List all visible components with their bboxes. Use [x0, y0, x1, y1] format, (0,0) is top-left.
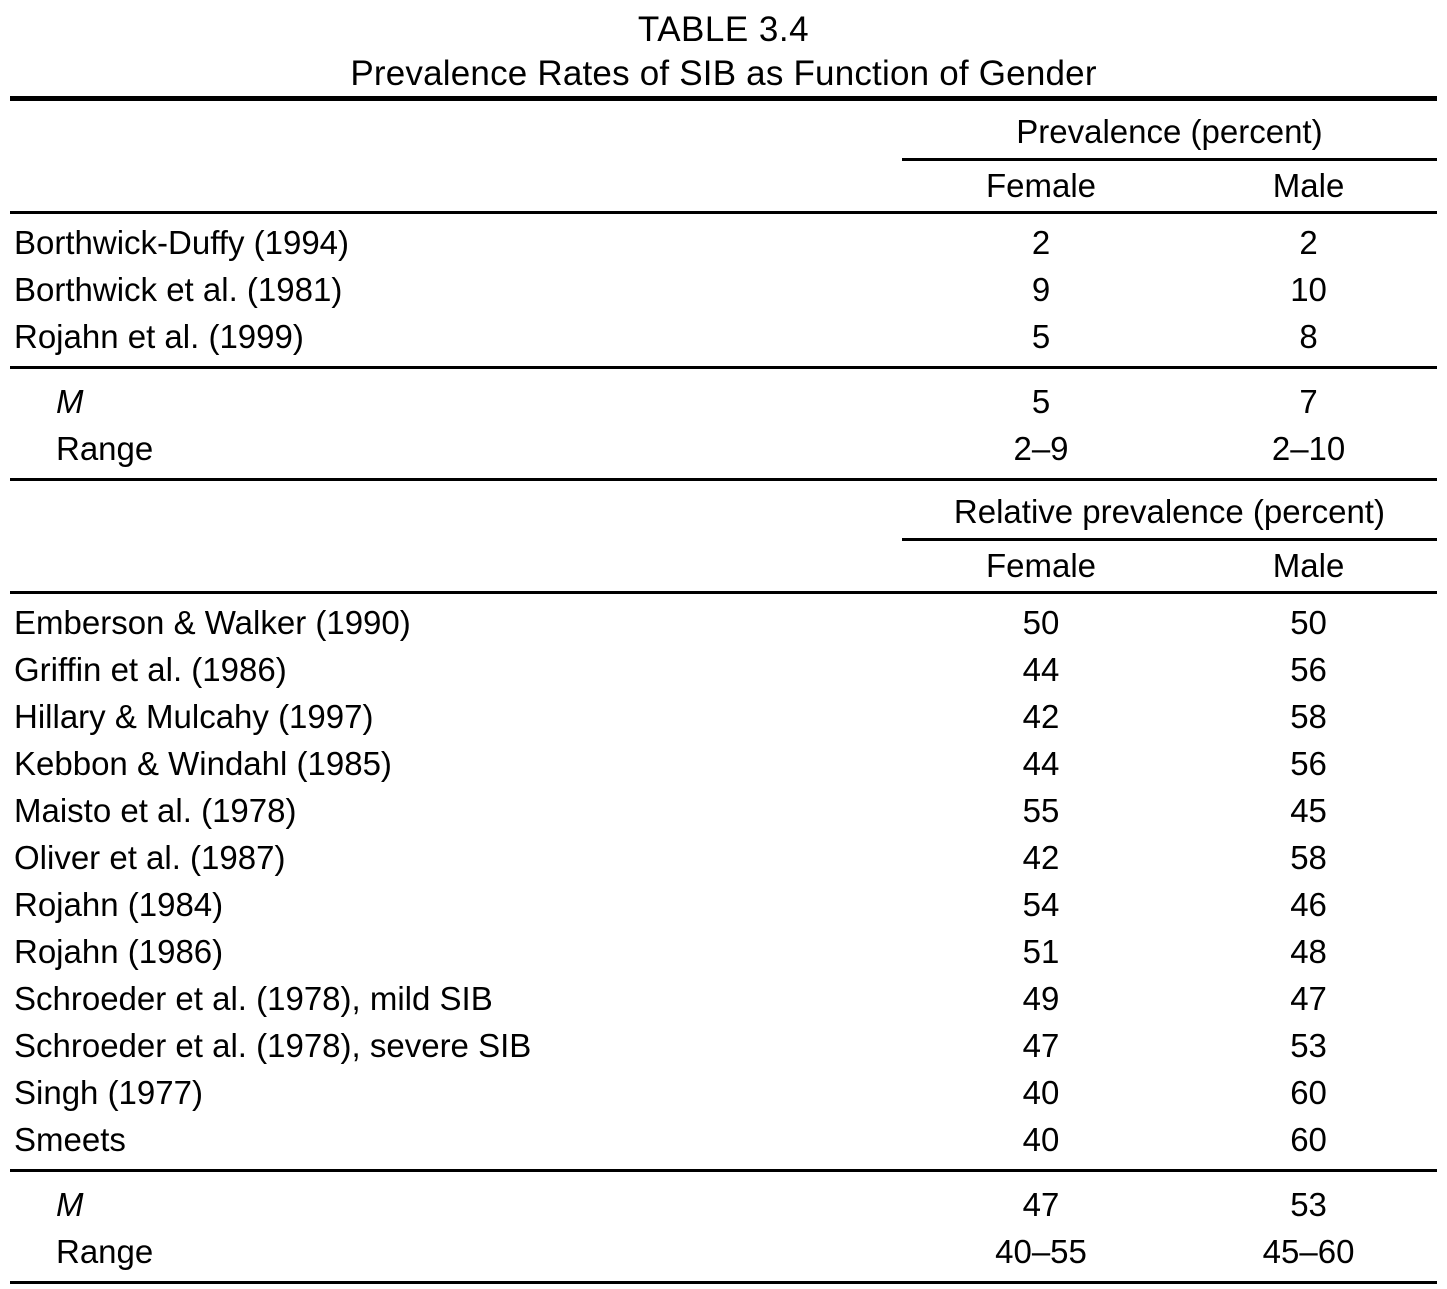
- section1-col-male: Male: [1180, 160, 1437, 213]
- row-label: Emberson & Walker (1990): [10, 599, 902, 646]
- row-female-value: 55: [902, 787, 1180, 834]
- section2-subheader-row: [10, 540, 1437, 593]
- row-female-value: 42: [902, 834, 1180, 881]
- summary-male-value: 2–10: [1180, 425, 1437, 480]
- table-row: [10, 1116, 1437, 1171]
- empty-cell: [10, 106, 902, 160]
- summary-label-range: Range: [10, 425, 902, 480]
- row-male-value: 47: [1180, 975, 1437, 1022]
- row-female-value: 51: [902, 928, 1180, 975]
- empty-cell: [10, 160, 902, 213]
- rule-cell: [10, 99, 902, 107]
- section1-group-header-row: [10, 106, 1437, 160]
- table-row: [10, 740, 1437, 787]
- rule-cell: [1180, 1171, 1437, 1182]
- summary-female-value: 2–9: [902, 425, 1180, 480]
- table-row: [10, 834, 1437, 881]
- rule-cell: [902, 1171, 1180, 1182]
- row-female-value: 2: [902, 219, 1180, 266]
- section1-stats-rule: [10, 368, 1437, 379]
- row-label: Kebbon & Windahl (1985): [10, 740, 902, 787]
- rule-cell: [10, 1283, 902, 1289]
- row-label: Borthwick et al. (1981): [10, 266, 902, 313]
- table-row: [10, 313, 1437, 368]
- row-label: Schroeder et al. (1978), mild SIB: [10, 975, 902, 1022]
- row-female-value: 42: [902, 693, 1180, 740]
- rule-cell: [1180, 99, 1437, 107]
- row-male-value: 53: [1180, 1022, 1437, 1069]
- row-male-value: 45: [1180, 787, 1437, 834]
- row-label: Oliver et al. (1987): [10, 834, 902, 881]
- table-number: TABLE 3.4: [10, 8, 1437, 52]
- summary-row: [10, 425, 1437, 480]
- row-male-value: 2: [1180, 219, 1437, 266]
- summary-male-value: 7: [1180, 378, 1437, 425]
- summary-label-mean: M: [10, 1181, 902, 1228]
- row-female-value: 47: [902, 1022, 1180, 1069]
- row-male-value: 8: [1180, 313, 1437, 368]
- row-male-value: 58: [1180, 693, 1437, 740]
- table-caption: Prevalence Rates of SIB as Function of Gender: [10, 52, 1437, 96]
- rule-cell: [902, 99, 1180, 107]
- table-row: [10, 881, 1437, 928]
- row-male-value: 46: [1180, 881, 1437, 928]
- summary-label-range: Range: [10, 1228, 902, 1283]
- table-row: [10, 928, 1437, 975]
- row-label: Rojahn (1984): [10, 881, 902, 928]
- row-male-value: 50: [1180, 599, 1437, 646]
- table-row: [10, 1069, 1437, 1116]
- summary-male-value: 53: [1180, 1181, 1437, 1228]
- row-male-value: 56: [1180, 646, 1437, 693]
- row-label: Rojahn et al. (1999): [10, 313, 902, 368]
- row-label: Smeets: [10, 1116, 902, 1171]
- table-row: [10, 599, 1437, 646]
- rule-cell: [902, 1283, 1180, 1289]
- row-male-value: 10: [1180, 266, 1437, 313]
- rule-cell: [10, 368, 902, 379]
- summary-male-value: 45–60: [1180, 1228, 1437, 1283]
- section1-group-header: Prevalence (percent): [902, 106, 1437, 160]
- row-female-value: 5: [902, 313, 1180, 368]
- summary-female-value: 40–55: [902, 1228, 1180, 1283]
- rule-cell: [1180, 1283, 1437, 1289]
- rule-cell: [10, 1171, 902, 1182]
- row-label: Borthwick-Duffy (1994): [10, 219, 902, 266]
- row-label: Griffin et al. (1986): [10, 646, 902, 693]
- table-row: [10, 219, 1437, 266]
- row-male-value: 56: [1180, 740, 1437, 787]
- row-label: Schroeder et al. (1978), severe SIB: [10, 1022, 902, 1069]
- row-male-value: 58: [1180, 834, 1437, 881]
- section2-stats-rule: [10, 1171, 1437, 1182]
- table-row: [10, 1022, 1437, 1069]
- row-label: Rojahn (1986): [10, 928, 902, 975]
- section2-group-header-row: [10, 486, 1437, 540]
- rule-cell: [1180, 368, 1437, 379]
- row-label: Hillary & Mulcahy (1997): [10, 693, 902, 740]
- bottom-rule: [10, 1283, 1437, 1289]
- table-row: [10, 693, 1437, 740]
- summary-row: [10, 378, 1437, 425]
- row-label: Singh (1977): [10, 1069, 902, 1116]
- table-row: [10, 975, 1437, 1022]
- row-female-value: 40: [902, 1069, 1180, 1116]
- row-male-value: 60: [1180, 1069, 1437, 1116]
- prevalence-table: [10, 96, 1437, 1289]
- rule-cell: [902, 368, 1180, 379]
- table-row: [10, 266, 1437, 313]
- summary-label-mean: M: [10, 378, 902, 425]
- row-female-value: 9: [902, 266, 1180, 313]
- row-female-value: 49: [902, 975, 1180, 1022]
- summary-female-value: 47: [902, 1181, 1180, 1228]
- section2-col-male: Male: [1180, 540, 1437, 593]
- summary-row: [10, 1181, 1437, 1228]
- summary-female-value: 5: [902, 378, 1180, 425]
- top-rule: [10, 99, 1437, 107]
- section2-col-female: Female: [902, 540, 1180, 593]
- row-female-value: 54: [902, 881, 1180, 928]
- section2-group-header: Relative prevalence (percent): [902, 486, 1437, 540]
- table-row: [10, 646, 1437, 693]
- row-male-value: 48: [1180, 928, 1437, 975]
- row-female-value: 44: [902, 740, 1180, 787]
- row-female-value: 40: [902, 1116, 1180, 1171]
- row-female-value: 44: [902, 646, 1180, 693]
- row-male-value: 60: [1180, 1116, 1437, 1171]
- table-row: [10, 787, 1437, 834]
- empty-cell: [10, 486, 902, 540]
- summary-row: [10, 1228, 1437, 1283]
- empty-cell: [10, 540, 902, 593]
- section1-subheader-row: [10, 160, 1437, 213]
- row-female-value: 50: [902, 599, 1180, 646]
- section1-col-female: Female: [902, 160, 1180, 213]
- row-label: Maisto et al. (1978): [10, 787, 902, 834]
- table-title-block: [10, 8, 1437, 96]
